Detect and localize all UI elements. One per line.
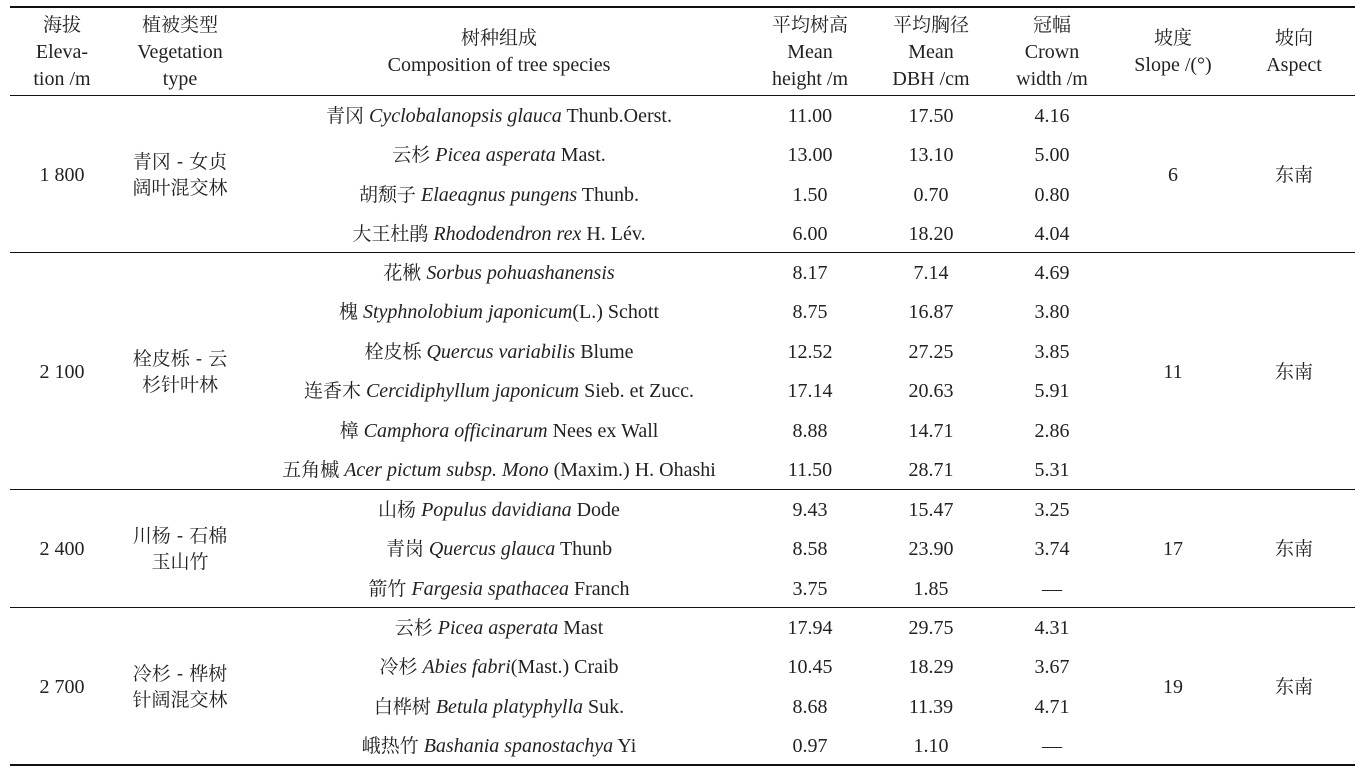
cell-slope: 19 <box>1163 676 1183 698</box>
cell-height: 17.94 <box>787 616 833 639</box>
species-name: 青冈 Cyclobalanopsis glauca Thunb.Oerst. <box>326 104 672 127</box>
cell-elevation: 2 100 <box>39 360 85 383</box>
cell-crown: 4.04 <box>1034 223 1070 246</box>
cell-vegetation-type: 栓皮栎 - 云 杉针叶林 <box>132 347 228 396</box>
species-name: 青岗 Quercus glauca Thunb <box>385 538 613 561</box>
cell-crown: — <box>1042 577 1062 600</box>
species-name: 大王杜鹃 Rhododendron rex H. Lév. <box>352 223 646 246</box>
species-name: 胡颓子 Elaeagnus pungens Thunb. <box>359 183 639 206</box>
cell-dbh: 18.20 <box>908 223 954 246</box>
header-elevation: 海拔 Eleva- tion /m <box>33 14 91 90</box>
cell-dbh: 18.29 <box>908 656 954 679</box>
cell-crown: 3.80 <box>1034 301 1070 324</box>
cell-dbh: 1.85 <box>913 577 949 600</box>
cell-dbh: 14.71 <box>908 419 954 442</box>
cell-dbh: 16.87 <box>908 301 954 324</box>
species-name: 箭竹 Fargesia spathacea Franch <box>368 577 630 600</box>
cell-crown: 3.74 <box>1034 538 1070 561</box>
cell-height: 11.50 <box>787 459 833 482</box>
cell-crown: 4.16 <box>1034 104 1070 127</box>
cell-crown: 3.25 <box>1034 498 1070 521</box>
cell-crown: 3.85 <box>1034 340 1070 363</box>
cell-slope: 17 <box>1163 538 1183 561</box>
cell-crown: — <box>1042 735 1062 758</box>
cell-height: 12.52 <box>787 340 833 363</box>
cell-dbh: 17.50 <box>908 104 954 127</box>
header-slope: 坡度 Slope /(°) <box>1134 27 1212 76</box>
header-vegetation-type: 植被类型 Vegetation type <box>137 14 223 90</box>
cell-crown: 4.69 <box>1034 261 1070 284</box>
cell-height: 11.00 <box>787 104 833 127</box>
cell-aspect: 东南 <box>1274 676 1313 698</box>
species-name: 云杉 Picea asperata Mast <box>394 616 604 639</box>
cell-crown: 4.71 <box>1034 695 1070 718</box>
species-name: 云杉 Picea asperata Mast. <box>392 144 606 167</box>
cell-height: 6.00 <box>792 223 828 246</box>
header-crown-width: 冠幅 Crown width /m <box>1016 14 1088 90</box>
cell-height: 13.00 <box>787 144 833 167</box>
cell-crown: 5.91 <box>1034 380 1070 403</box>
header-tree-species: 树种组成 Composition of tree species <box>387 27 611 76</box>
cell-height: 0.97 <box>792 735 828 758</box>
cell-vegetation-type: 川杨 - 石棉 玉山竹 <box>132 525 228 574</box>
species-name: 连香木 Cercidiphyllum japonicum Sieb. et Zucc. <box>303 380 695 403</box>
cell-height: 1.50 <box>792 183 828 206</box>
cell-dbh: 29.75 <box>908 616 954 639</box>
cell-height: 8.58 <box>792 538 828 561</box>
species-name: 白桦树 Betula platyphylla Suk. <box>373 695 625 718</box>
cell-aspect: 东南 <box>1274 360 1313 383</box>
species-name: 栓皮栎 Quercus variabilis Blume <box>364 340 634 363</box>
cell-aspect: 东南 <box>1274 164 1313 186</box>
species-name: 五角槭 Acer pictum subsp. Mono (Maxim.) H. Ohashi <box>282 459 716 482</box>
cell-dbh: 28.71 <box>908 459 954 482</box>
cell-height: 17.14 <box>787 380 833 403</box>
cell-height: 8.88 <box>792 419 828 442</box>
top-rule <box>10 6 1355 8</box>
species-name: 花楸 Sorbus pohuashanensis <box>383 261 615 284</box>
cell-aspect: 东南 <box>1274 538 1313 561</box>
cell-height: 8.68 <box>792 695 828 718</box>
species-name: 樟 Camphora officinarum Nees ex Wall <box>339 419 659 442</box>
cell-crown: 5.31 <box>1034 459 1070 482</box>
cell-slope: 6 <box>1168 164 1178 186</box>
cell-dbh: 20.63 <box>908 380 954 403</box>
header-mean-height: 平均树高 Mean height /m <box>771 14 849 90</box>
cell-height: 10.45 <box>787 656 833 679</box>
cell-height: 3.75 <box>792 577 828 600</box>
species-name: 冷杉 Abies fabri(Mast.) Craib <box>379 656 619 679</box>
cell-dbh: 27.25 <box>908 340 954 363</box>
cell-dbh: 7.14 <box>913 261 949 284</box>
cell-elevation: 2 400 <box>39 538 85 561</box>
cell-elevation: 1 800 <box>39 164 85 186</box>
cell-dbh: 15.47 <box>908 498 954 521</box>
species-name: 山杨 Populus davidiana Dode <box>378 498 620 521</box>
cell-crown: 2.86 <box>1034 419 1070 442</box>
cell-dbh: 23.90 <box>908 538 954 561</box>
cell-crown: 4.31 <box>1034 616 1070 639</box>
cell-slope: 11 <box>1163 360 1183 383</box>
cell-height: 8.75 <box>792 301 828 324</box>
cell-crown: 0.80 <box>1034 183 1070 206</box>
cell-crown: 5.00 <box>1034 144 1070 167</box>
cell-vegetation-type: 冷杉 - 桦树 针阔混交林 <box>132 663 228 711</box>
header-aspect: 坡向 Aspect <box>1266 27 1322 76</box>
cell-dbh: 1.10 <box>913 735 949 758</box>
cell-dbh: 13.10 <box>908 144 954 167</box>
cell-dbh: 0.70 <box>913 183 949 206</box>
cell-height: 9.43 <box>792 498 828 521</box>
cell-crown: 3.67 <box>1034 656 1070 679</box>
cell-vegetation-type: 青冈 - 女贞 阔叶混交林 <box>132 151 228 199</box>
cell-elevation: 2 700 <box>39 676 85 698</box>
header-mean-dbh: 平均胸径 Mean DBH /cm <box>892 14 970 90</box>
species-name: 峨热竹 Bashania spanostachya Yi <box>361 735 637 758</box>
cell-height: 8.17 <box>792 261 828 284</box>
species-name: 槐 Styphnolobium japonicum(L.) Schott <box>338 301 660 324</box>
cell-dbh: 11.39 <box>908 695 954 718</box>
